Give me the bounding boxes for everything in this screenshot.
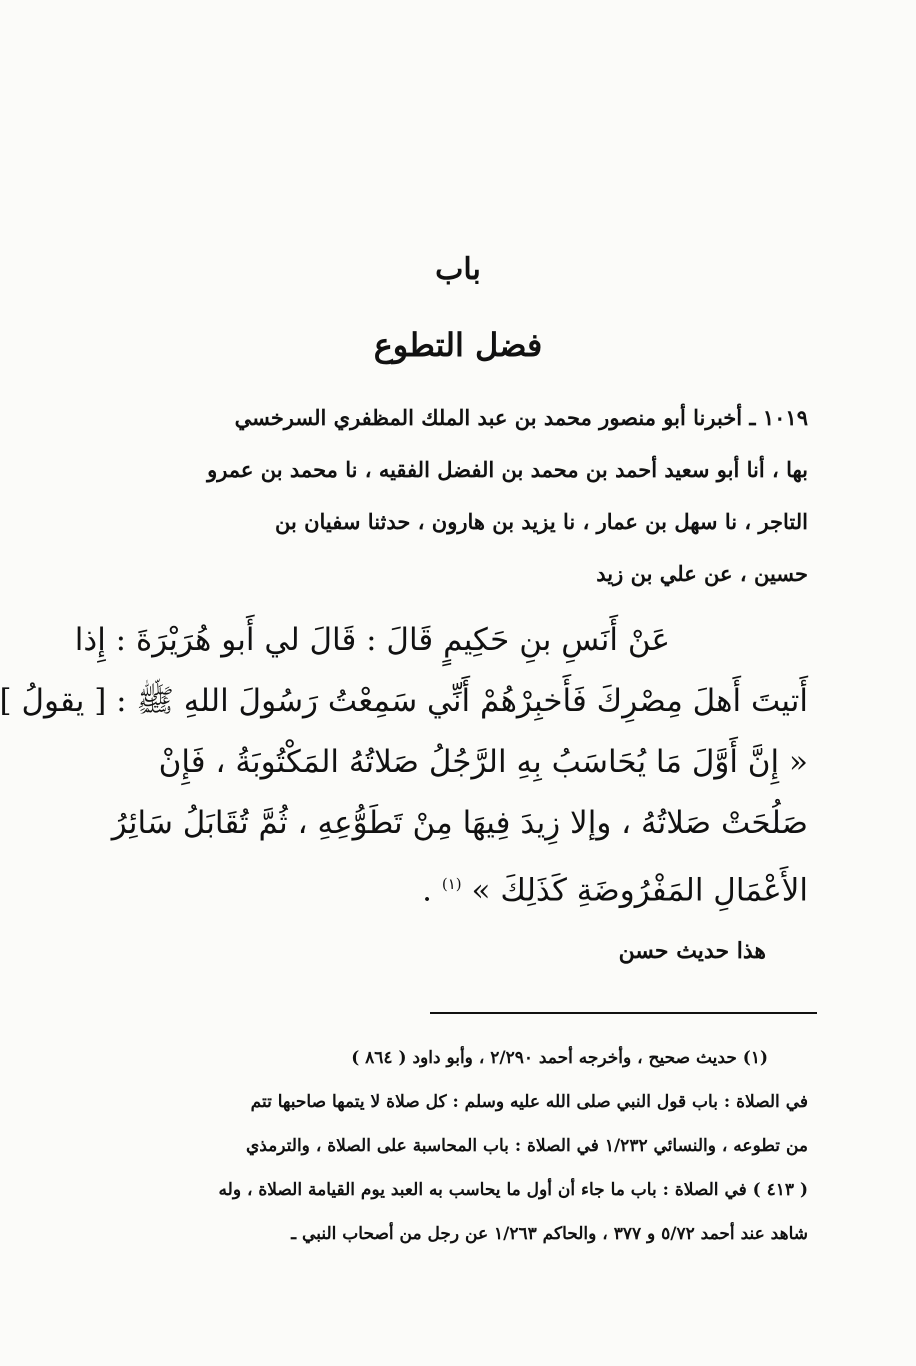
footnote-reference: (١) (441, 875, 462, 893)
hadith-text (0, 610, 808, 921)
text-line: صَلُحَتْ صَلاتُهُ ، وإلا زِيدَ فِيهَا مِنْ تَطَوُّعِهِ ، ثُمَّ تُقَابَلُ سَائِرُ (111, 805, 808, 841)
text-line: أَتيتَ أَهلَ مِصْرِكَ فَأَخبِرْهُمْ أَنِّي سَمِعْتُ رَسُولَ اللهِ ﷺ : [ يقولُ ] (0, 683, 808, 719)
footnote-line: (١) حديث صحيح ، وأخرجه أحمد ٢/٢٩٠ ، وأبو داود ( ٨٦٤ ) (351, 1048, 768, 1068)
chapter-heading: باب (435, 252, 481, 287)
footnote-divider (430, 1012, 817, 1014)
chain-line: التاجر ، نا سهل بن عمار ، نا يزيد بن هارون ، حدثنا سفيان بن (274, 509, 808, 534)
footnote-line: شاهد عند أحمد ٥/٧٢ و ٣٧٧ ، والحاكم ١/٢٦٣ عن رجل من أصحاب النبي ـ (291, 1224, 808, 1244)
footnote-line: في الصلاة : باب قول النبي صلى الله عليه وسلم : كل صلاة لا يتمها صاحبها تتم (250, 1092, 808, 1112)
hadith-grading: هذا حديث حسن (618, 938, 766, 964)
chain-line: حسين ، عن علي بن زيد (596, 561, 808, 586)
text-end-mark: . (422, 872, 442, 909)
text-line-last (108, 854, 808, 921)
footnotes (108, 1036, 808, 1256)
hadith-chain (108, 392, 808, 600)
chain-line: ١٠١٩ ـ أخبرنا أبو منصور محمد بن عبد الملك المظفري السرخسي (234, 405, 808, 430)
text-line: عَنْ أَنَسِ بنِ حَكِيمٍ قَالَ : قَالَ لي أَبو هُرَيْرَةَ : إِذا (74, 622, 670, 658)
chapter-title: فضل التطوع (373, 326, 543, 364)
text-line: « إِنَّ أَوَّلَ مَا يُحَاسَبُ بِهِ الرَّجُلُ صَلاتُهُ المَكْتُوبَةُ ، فَإِنْ (158, 744, 808, 780)
footnote-line: ( ٤١٣ ) في الصلاة : باب ما جاء أن أول ما يحاسب به العبد يوم القيامة الصلاة ، وله (218, 1180, 808, 1200)
text-line: الأَعْمَالِ المَفْرُوضَةِ كَذَلِكَ » (471, 872, 808, 909)
footnote-line: من تطوعه ، والنسائي ١/٢٣٢ في الصلاة : باب المحاسبة على الصلاة ، والترمذي (245, 1136, 808, 1156)
chain-line: بها ، أنا أبو سعيد أحمد بن محمد بن الفضل الفقيه ، نا محمد بن عمرو (207, 457, 808, 482)
